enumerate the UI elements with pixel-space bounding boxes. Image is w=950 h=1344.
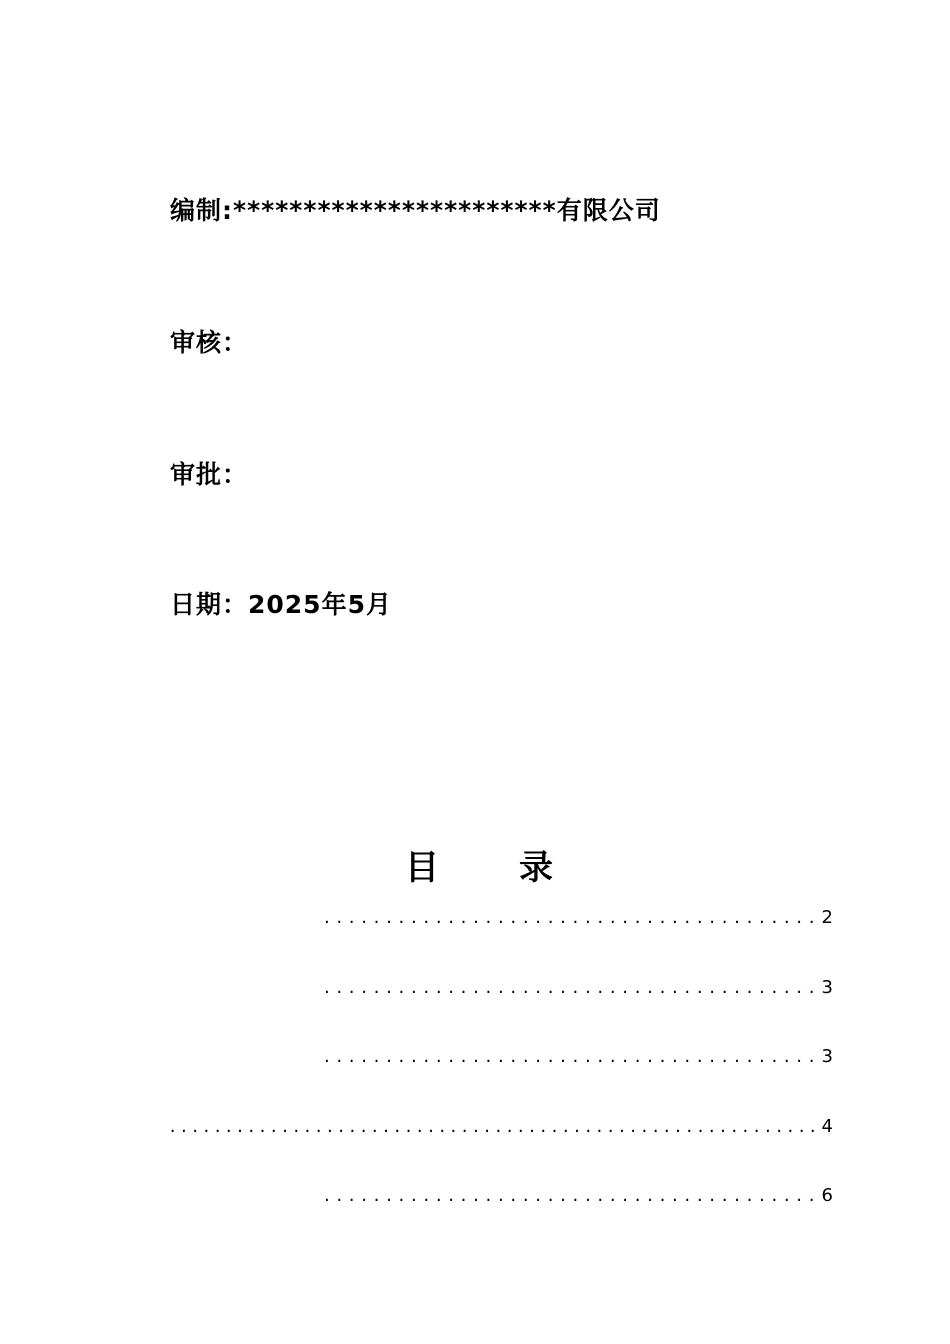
toc-page-number: 6 <box>821 1185 833 1206</box>
toc-page-number: 3 <box>821 1046 833 1067</box>
toc-entry-5[interactable] <box>322 1184 833 1208</box>
toc-leader: ........................................ <box>322 979 820 997</box>
toc-page-number: 4 <box>821 1116 833 1137</box>
approve-field: 审批： <box>170 460 249 489</box>
toc-entry-3[interactable] <box>322 1045 833 1069</box>
toc-leader: ........................................ <box>322 909 820 927</box>
toc-title <box>405 845 553 891</box>
toc-entry-2[interactable] <box>322 976 833 1000</box>
toc-leader: .......................................................... <box>168 1118 820 1136</box>
date-field: 日期：2025年5月 <box>170 590 392 619</box>
toc-page-number: 2 <box>821 907 833 928</box>
toc-page-number: 3 <box>821 977 833 998</box>
toc-entry-1[interactable] <box>322 906 833 930</box>
toc-entry-4[interactable] <box>168 1115 833 1139</box>
toc-leader: ........................................ <box>322 1187 820 1205</box>
toc-title-part2: 录 <box>519 848 553 888</box>
review-field: 审核： <box>170 328 249 357</box>
toc-leader: ........................................ <box>322 1048 820 1066</box>
compiler-field: 编制:***********************有限公司 <box>170 196 661 225</box>
toc-title-part1: 目 <box>405 848 439 888</box>
